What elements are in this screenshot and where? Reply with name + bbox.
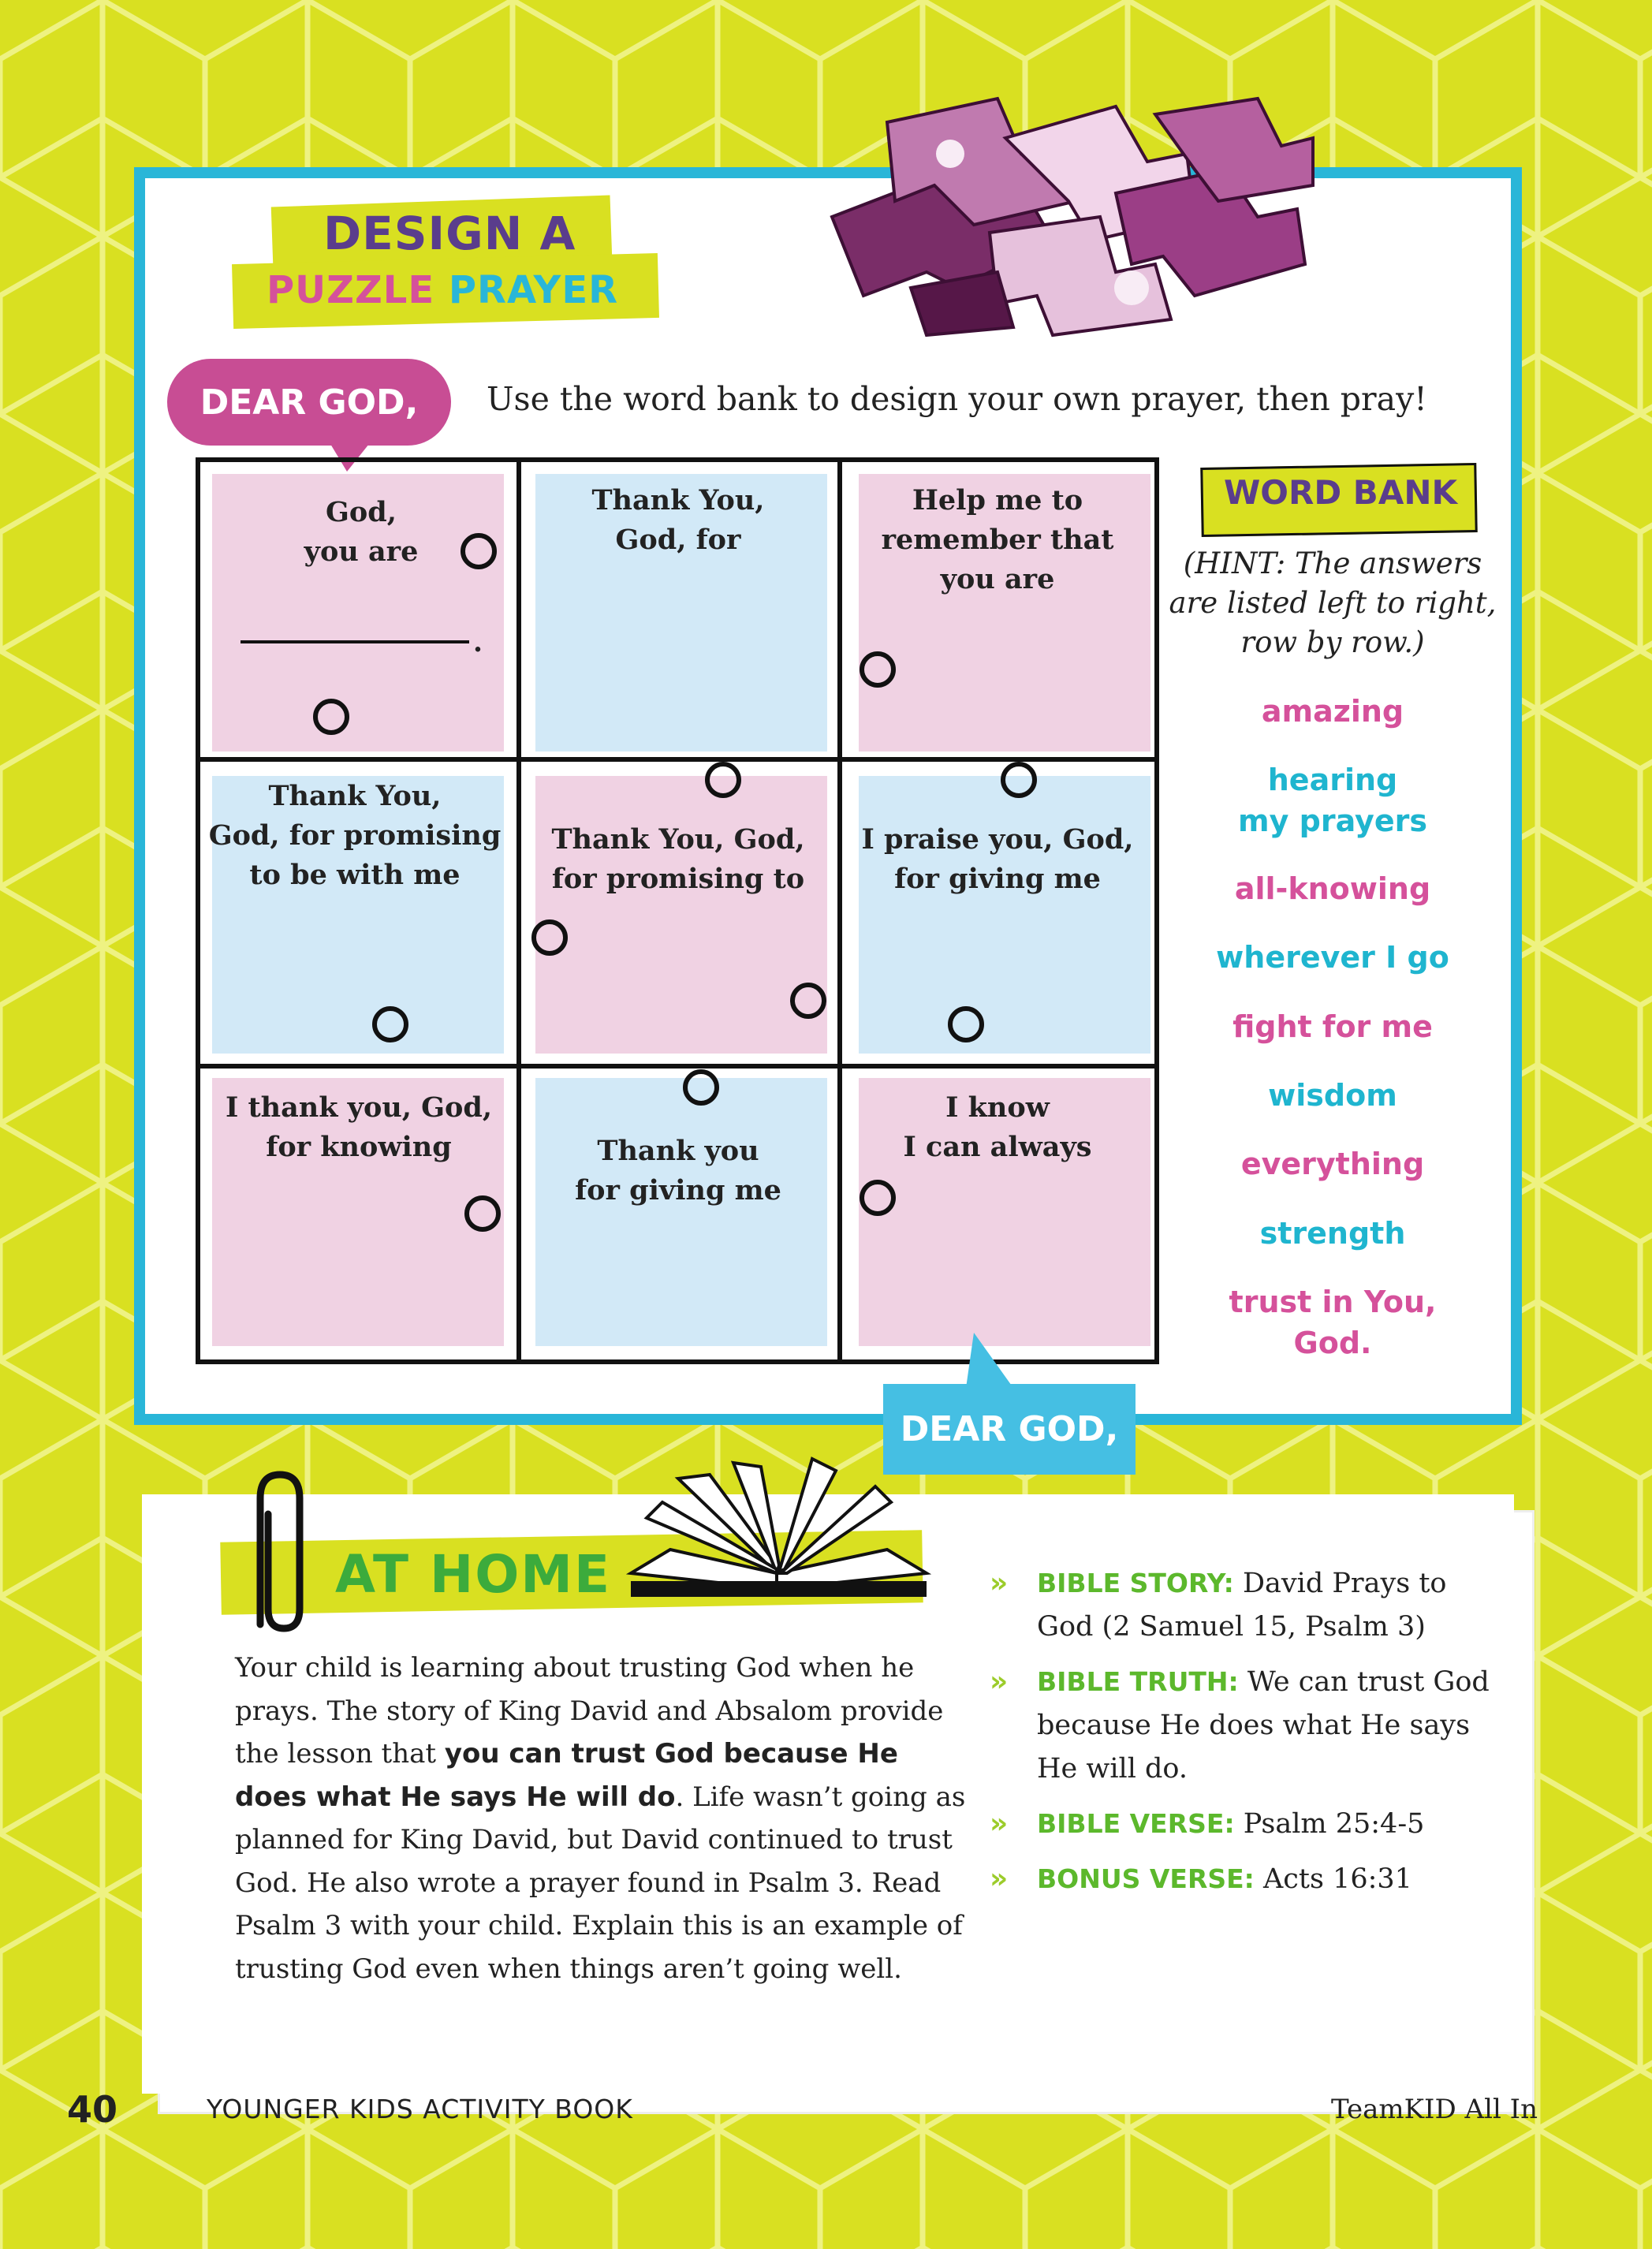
word-bank-item: wisdom [1268, 1078, 1397, 1113]
instruction-text: Use the word bank to design your own prayer, then pray! [487, 380, 1427, 418]
page-subtitle: PUZZLE PRAYER [267, 268, 619, 312]
puzzle-knob [464, 1195, 501, 1232]
double-chevron-icon: » [990, 1807, 1009, 1840]
greeting-bubble-bottom: DEAR GOD, [883, 1384, 1136, 1475]
greeting-bubble-top: DEAR GOD, [167, 359, 451, 446]
puzzle-knob [313, 699, 349, 735]
open-book-icon [623, 1455, 934, 1605]
puzzle-knob [790, 983, 826, 1019]
word-bank-item: strength [1259, 1216, 1406, 1251]
word-bank-item: hearing my prayers [1238, 763, 1427, 838]
answer-blank [241, 640, 469, 643]
list-item: » BIBLE VERSE: Psalm 25:4-5 [990, 1802, 1494, 1846]
list-item: » BONUS VERSE: Acts 16:31 [990, 1857, 1494, 1901]
word-bank-item: amazing [1261, 694, 1404, 729]
cell-text: God, you are [304, 496, 419, 568]
at-home-title: AT HOME [335, 1544, 612, 1605]
word-bank-item: fight for me [1232, 1009, 1433, 1044]
puzzle-cell [859, 776, 1150, 1054]
puzzle-cell [535, 1078, 827, 1346]
series-title: TeamKID All In [1330, 2094, 1538, 2125]
blank-period: . [472, 626, 483, 658]
cell-text: Help me to remember that you are [881, 484, 1114, 595]
grid-divider [516, 462, 521, 1359]
word-bank-item: wherever I go [1216, 940, 1449, 975]
puzzle-knob [948, 1006, 984, 1042]
puzzle-knob [531, 919, 568, 956]
puzzle-knob [1001, 762, 1037, 798]
paperclip-icon [237, 1467, 323, 1636]
word-bank-hint: (HINT: The answers are listed left to right, row by row.) [1169, 546, 1497, 659]
puzzle-knob [372, 1006, 408, 1042]
list-item: » BIBLE TRUTH: We can trust God because He does what He says He will do. [990, 1660, 1494, 1791]
grid-divider [200, 757, 1154, 762]
at-home-paragraph: Your child is learning about trusting God when he prays. The story of King David and Absalom provide the lesson that you can trust God because He does what He says He will do. Life wasn’t going as planned for King David, but David continued to trust God. He also wrote a prayer found in Psalm 3. Read Psalm 3 with your child. Explain this is an example of trusting God even when things aren’t going well. [235, 1652, 966, 1985]
list-item: » BIBLE STORY: David Prays to God (2 Samuel 15, Psalm 3) [990, 1561, 1494, 1649]
puzzle-pieces-icon [816, 91, 1321, 339]
book-title: YOUNGER KIDS ACTIVITY BOOK [207, 2094, 633, 2124]
puzzle-cell [535, 776, 827, 1054]
double-chevron-icon: » [990, 1863, 1009, 1895]
page-number: 40 [67, 2088, 118, 2131]
double-chevron-icon: » [990, 1665, 1009, 1698]
cell-text: Thank You, God, for promising to [551, 823, 805, 895]
cell-text: Thank You, God, for promising to be with me [208, 780, 502, 891]
cell-text: I praise you, God, for giving me [861, 823, 1134, 895]
puzzle-knob [860, 651, 896, 688]
puzzle-knob [860, 1180, 896, 1216]
cell-text: Thank you for giving me [575, 1135, 781, 1207]
word-bank-title: WORD BANK [1223, 473, 1458, 512]
grid-divider [200, 1064, 1154, 1069]
at-home-bullets [990, 1561, 1494, 1912]
page-title: DESIGN A [323, 207, 576, 260]
double-chevron-icon: » [990, 1567, 1009, 1599]
bubble-tail [966, 1333, 1013, 1388]
word-bank-item: all-knowing [1234, 871, 1431, 906]
puzzle-knob [705, 762, 741, 798]
puzzle-knob [683, 1069, 719, 1106]
cell-text: Thank You, God, for [591, 484, 765, 556]
word-bank-item: everything [1240, 1147, 1425, 1181]
grid-divider [837, 462, 842, 1359]
cell-text: I know I can always [903, 1091, 1092, 1163]
cell-text: I thank you, God, for knowing [225, 1091, 493, 1163]
word-bank-item: trust in You, God. [1229, 1285, 1437, 1360]
